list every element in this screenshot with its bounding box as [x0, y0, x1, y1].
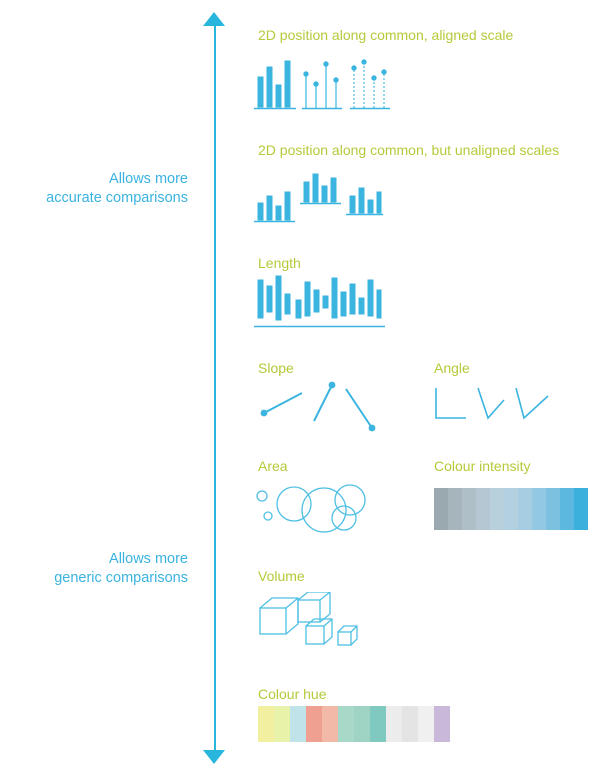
title-colour-intensity: Colour intensity [434, 458, 531, 474]
label-accurate-line2: accurate comparisons [46, 190, 188, 206]
colour-hue-swatch [258, 706, 274, 742]
label-generic-line1: Allows more [109, 551, 188, 567]
colour-hue-swatch [306, 706, 322, 742]
colour-intensity-swatches [434, 488, 588, 530]
graphic-volume [254, 592, 364, 654]
colour-hue-swatch [386, 706, 402, 742]
title-area: Area [258, 458, 288, 474]
graphic-angle [432, 380, 552, 430]
colour-intensity-swatch [518, 488, 532, 530]
colour-intensity-swatch [560, 488, 574, 530]
axis-line [214, 24, 216, 752]
colour-intensity-swatch [532, 488, 546, 530]
graphic-length [254, 272, 386, 334]
colour-intensity-swatch [574, 488, 588, 530]
colour-hue-swatch [418, 706, 434, 742]
colour-hue-swatch [274, 706, 290, 742]
colour-hue-swatch [370, 706, 386, 742]
colour-hue-swatch [354, 706, 370, 742]
title-slope: Slope [258, 360, 294, 376]
colour-hue-swatches [258, 706, 450, 742]
colour-hue-swatch [338, 706, 354, 742]
colour-intensity-swatch [476, 488, 490, 530]
colour-intensity-swatch [462, 488, 476, 530]
title-position-unaligned: 2D position along common, but unaligned scales [258, 142, 560, 158]
label-generic-line2: generic comparisons [54, 570, 188, 586]
colour-hue-swatch [322, 706, 338, 742]
colour-intensity-swatch [546, 488, 560, 530]
title-position-aligned: 2D position along common, aligned scale [258, 27, 514, 43]
graphic-position-unaligned [254, 168, 384, 226]
colour-hue-swatch [434, 706, 450, 742]
title-colour-hue: Colour hue [258, 686, 327, 702]
colour-intensity-swatch [490, 488, 504, 530]
colour-hue-swatch [290, 706, 306, 742]
label-generic-comparisons [8, 550, 188, 588]
arrow-down-icon [203, 750, 225, 764]
title-volume: Volume [258, 568, 305, 584]
title-length: Length [258, 255, 301, 271]
colour-intensity-swatch [504, 488, 518, 530]
label-accurate-comparisons [8, 170, 188, 208]
colour-intensity-swatch [448, 488, 462, 530]
label-accurate-line1: Allows more [109, 171, 188, 187]
title-angle: Angle [434, 360, 470, 376]
graphic-slope [254, 375, 384, 439]
colour-intensity-swatch [434, 488, 448, 530]
colour-hue-swatch [402, 706, 418, 742]
effectiveness-axis [203, 12, 227, 764]
graphic-area [252, 478, 378, 540]
graphic-position-aligned [254, 55, 394, 115]
